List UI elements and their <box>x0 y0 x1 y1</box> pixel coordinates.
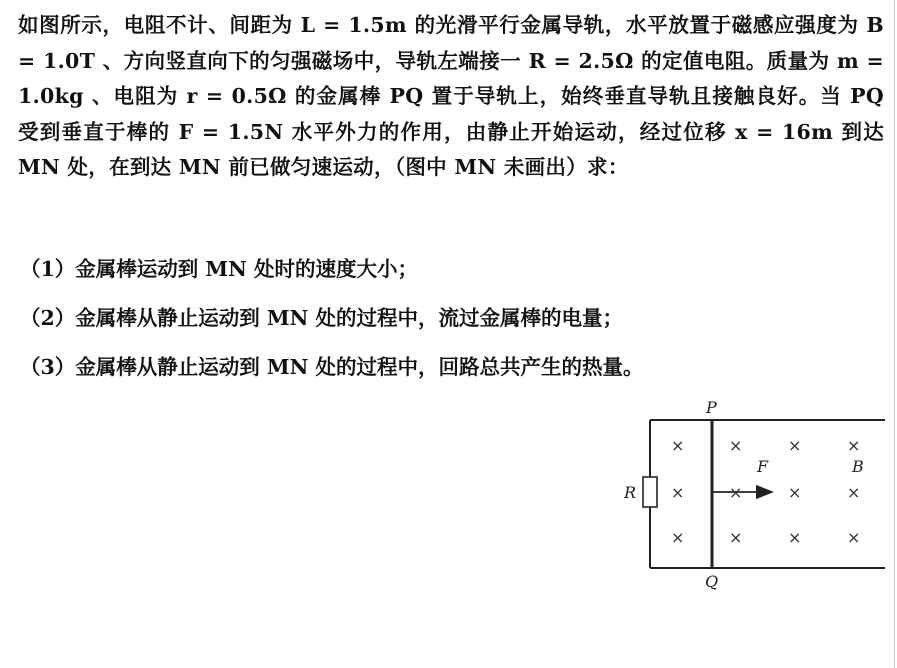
rod-label-q: Q <box>705 572 719 591</box>
question-2: （2）金属棒从静止运动到 MN 处的过程中，流过金属棒的电量； <box>20 306 623 330</box>
field-cross: × <box>729 528 743 547</box>
field-cross: × <box>671 436 685 455</box>
problem-statement <box>18 8 884 186</box>
field-cross: × <box>788 436 802 455</box>
question-1: （1）金属棒运动到 MN 处时的速度大小； <box>20 257 418 281</box>
circuit-diagram-svg <box>620 397 890 597</box>
resistor-symbol <box>643 477 657 507</box>
rod-label-p: P <box>706 398 717 417</box>
resistor-label: R <box>624 483 637 502</box>
field-cross: × <box>788 528 802 547</box>
field-label: B <box>852 457 864 476</box>
force-label: F <box>757 457 769 476</box>
field-cross: × <box>847 436 861 455</box>
question-3: （3）金属棒从静止运动到 MN 处的过程中，回路总共产生的热量。 <box>20 355 644 379</box>
field-cross: × <box>729 436 743 455</box>
page-edge-line <box>894 0 895 668</box>
field-cross: × <box>729 483 743 502</box>
field-cross: × <box>671 528 685 547</box>
problem-text: 如图所示，电阻不计、间距为 L = 1.5m 的光滑平行金属导轨，水平放置于磁感应强度为 B = 1.0T 、方向竖直向下的匀强磁场中，导轨左端接一 R = 2.5Ω 的定值电阻。质量为 m = 1.0kg 、电阻为 r = 0.5Ω 的金属棒 PQ 置于导轨上，始终垂直导轨且接触良好。当 PQ 受到垂直于棒的 F = 1.5N 水平外力的作用，由静止开始运动，经过位移 x = 16m 到达 MN 处，在到达 MN 前已做匀速运动，（图中 MN 未画出）求： <box>18 13 884 179</box>
field-cross: × <box>847 483 861 502</box>
circuit-diagram <box>620 397 890 597</box>
field-cross: × <box>847 528 861 547</box>
field-cross: × <box>788 483 802 502</box>
field-cross: × <box>671 483 685 502</box>
